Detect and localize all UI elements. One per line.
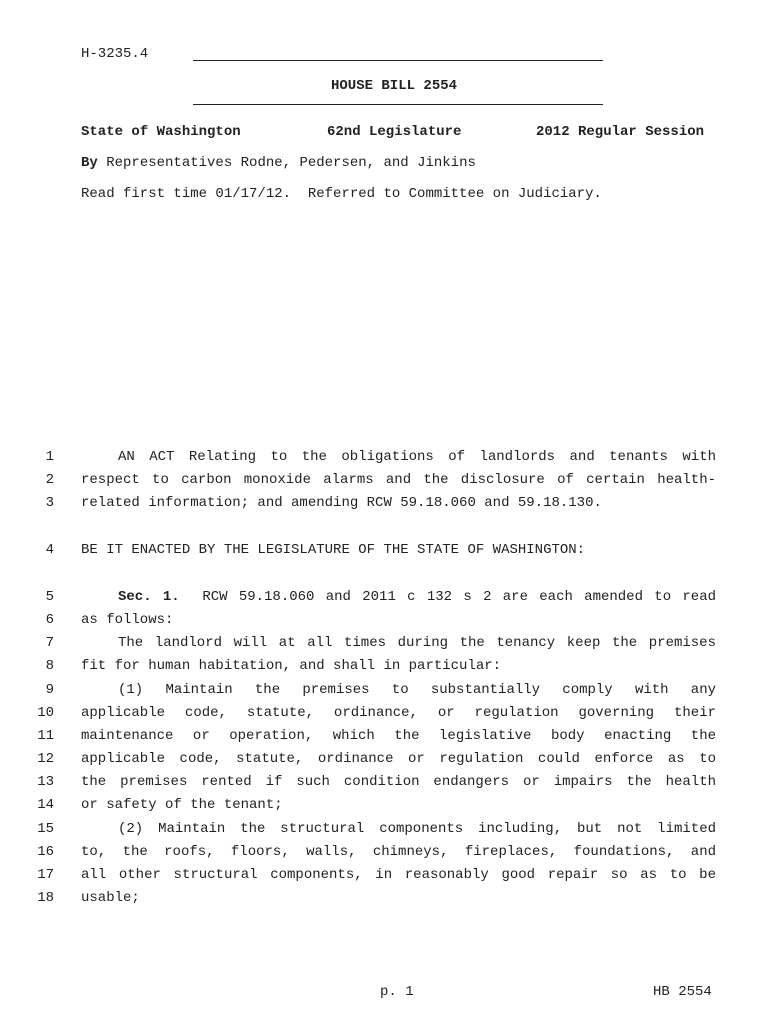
line-number: 14 — [37, 797, 54, 813]
bill-code: H-3235.4 — [81, 46, 149, 62]
line-text: fit for human habitation, and shall in particular: — [81, 658, 502, 674]
bill-short-code: HB 2554 — [653, 984, 712, 1000]
line-number: 8 — [45, 658, 54, 674]
read-first-time: Read first time 01/17/12. Referred to Committee on Judiciary. — [81, 186, 602, 202]
line-text: or safety of the tenant; — [81, 797, 283, 813]
line-number: 4 — [45, 542, 54, 558]
by-label: By — [81, 155, 98, 171]
header-rule-bottom — [193, 104, 603, 105]
line-number: 11 — [37, 728, 54, 744]
line-number: 5 — [45, 589, 54, 605]
header-rule-top — [193, 60, 603, 61]
line-text: to, the roofs, floors, walls, chimneys, fireplaces, foundations, and — [81, 844, 716, 860]
line-text: all other structural components, in reasonably good repair so as to be — [81, 867, 716, 883]
line-text: related information; and amending RCW 59.18.060 and 59.18.130. — [81, 495, 602, 511]
line-number: 7 — [45, 635, 54, 651]
line-text: usable; — [81, 890, 140, 906]
line-number: 18 — [37, 890, 54, 906]
line-number: 6 — [45, 612, 54, 628]
line-text — [81, 589, 716, 605]
line-number: 15 — [37, 821, 54, 837]
line-number: 2 — [45, 472, 54, 488]
line-number: 17 — [37, 867, 54, 883]
sponsors-line — [81, 155, 476, 171]
line-number: 3 — [45, 495, 54, 511]
state-name: State of Washington — [81, 124, 241, 140]
line-text: (2) Maintain the structural components including, but not limited — [118, 821, 716, 837]
line-text: AN ACT Relating to the obligations of landlords and tenants with — [118, 449, 716, 465]
section-label: Sec. 1. — [118, 589, 180, 605]
line-text: BE IT ENACTED BY THE LEGISLATURE OF THE STATE OF WASHINGTON: — [81, 542, 586, 558]
line-text: The landlord will at all times during the tenancy keep the premises — [118, 635, 716, 651]
line-number: 12 — [37, 751, 54, 767]
line-text: as follows: — [81, 612, 174, 628]
page-number: p. 1 — [380, 984, 414, 1000]
bill-title: HOUSE BILL 2554 — [331, 78, 458, 94]
sponsors: Representatives Rodne, Pedersen, and Jinkins — [106, 155, 476, 171]
line-text: the premises rented if such condition endangers or impairs the health — [81, 774, 716, 790]
line-number: 13 — [37, 774, 54, 790]
line-number: 1 — [45, 449, 54, 465]
line-text: maintenance or operation, which the legislative body enacting the — [81, 728, 716, 744]
section-text: RCW 59.18.060 and 2011 c 132 s 2 are each amended to read — [179, 589, 716, 605]
line-number: 16 — [37, 844, 54, 860]
line-text: respect to carbon monoxide alarms and the disclosure of certain health- — [81, 472, 716, 488]
legislature: 62nd Legislature — [327, 124, 462, 140]
line-number: 9 — [45, 682, 54, 698]
line-text: (1) Maintain the premises to substantially comply with any — [118, 682, 716, 698]
session: 2012 Regular Session — [536, 124, 705, 140]
line-number: 10 — [37, 705, 54, 721]
line-text: applicable code, statute, ordinance, or regulation governing their — [81, 705, 716, 721]
line-text: applicable code, statute, ordinance or regulation could enforce as to — [81, 751, 716, 767]
